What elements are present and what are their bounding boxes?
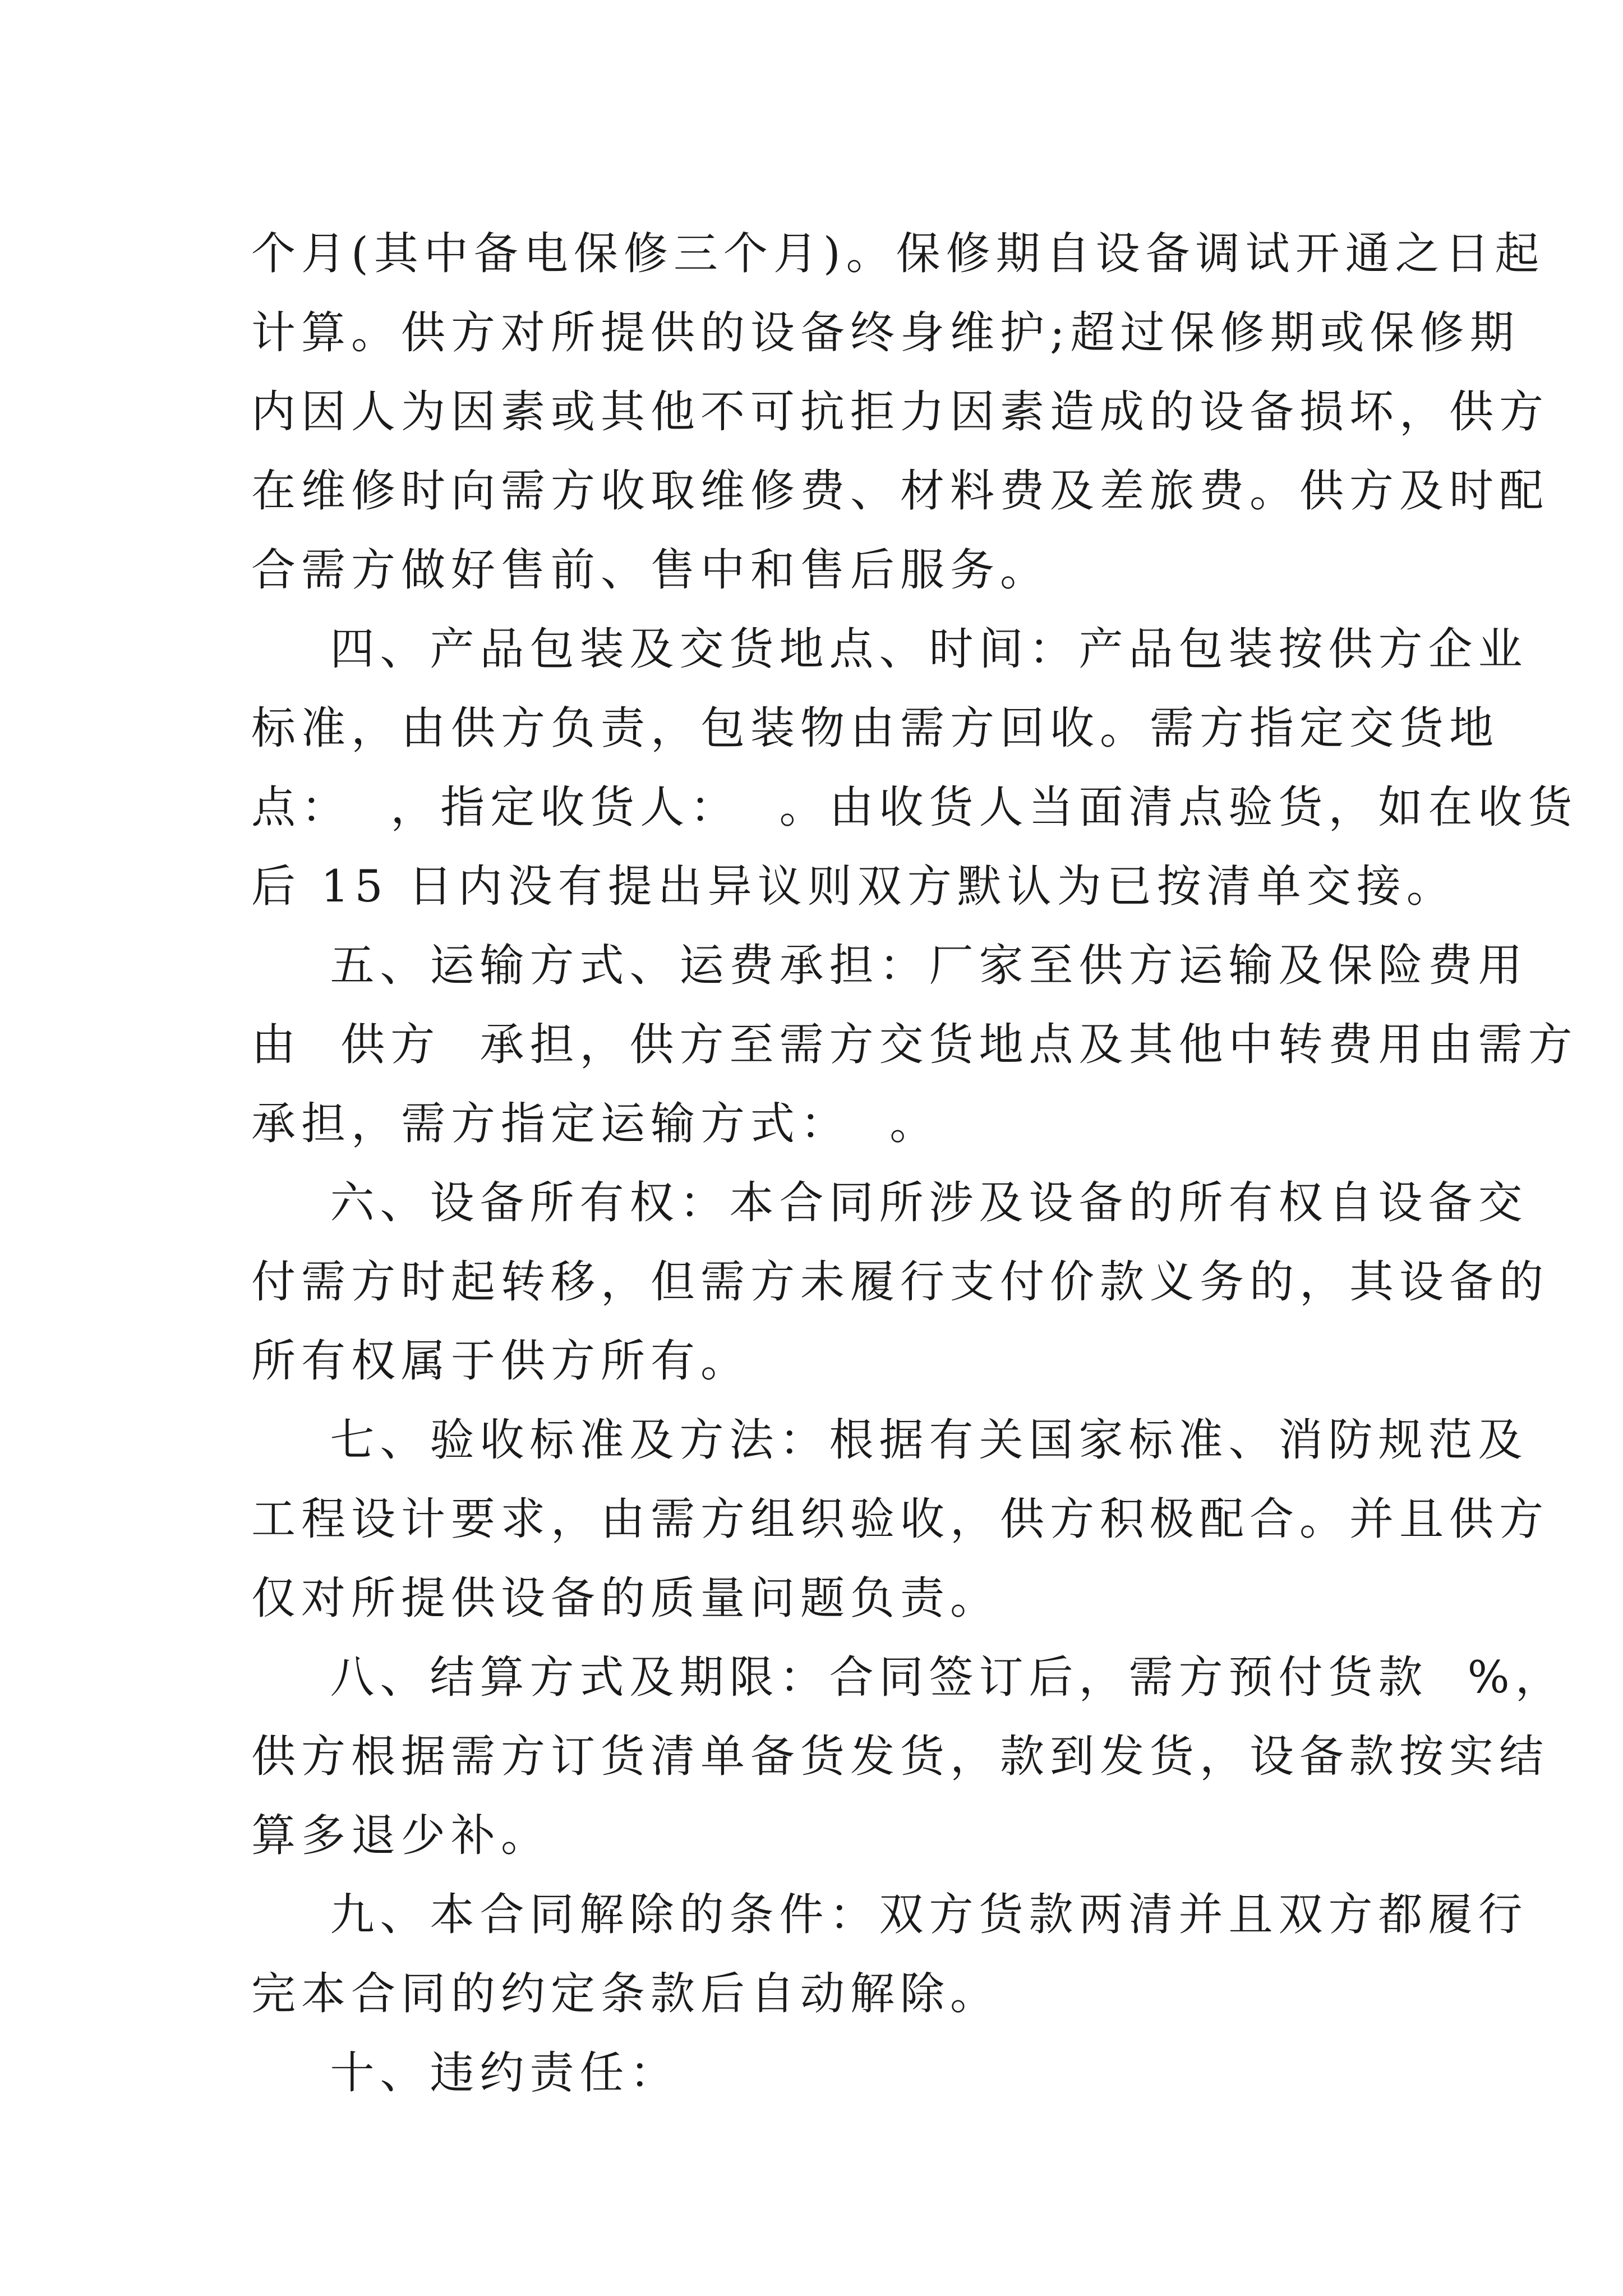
text-line: 算多退少补。: [251, 1810, 551, 1861]
section-6-line: 六、设备所有权：本合同所涉及设备的所有权自设备交: [251, 1177, 1528, 1228]
text-line: 点： ，指定收货人： 。由收货人当面清点验货，如在收货: [251, 781, 1578, 833]
text-line: 计算。供方对所提供的设备终身维护;超过保修期或保修期: [251, 307, 1520, 358]
section-7-line: 七、验收标准及方法：根据有关国家标准、消防规范及: [251, 1414, 1528, 1466]
text-line: 工程设计要求，由需方组织验收，供方积极配合。并且供方: [251, 1493, 1549, 1545]
document-body: [251, 214, 1578, 2113]
text-line: 供方根据需方订货清单备货发货，款到发货，设备款按实结: [251, 1731, 1549, 1782]
section-8-line: 八、结算方式及期限：合同签订后，需方预付货款 %，: [251, 1651, 1565, 1703]
text-line: 内因人为因素或其他不可抗拒力因素造成的设备损坏，供方: [251, 386, 1549, 438]
text-line: 后 15 日内没有提出异议则双方默认为已按清单交接。: [251, 861, 1456, 912]
text-line: 合需方做好售前、售中和售后服务。: [251, 544, 1050, 596]
section-4-line: 四、产品包装及交货地点、时间：产品包装按供方企业: [251, 623, 1528, 675]
text-line: 在维修时向需方收取维修费、材料费及差旅费。供方及时配: [251, 465, 1549, 517]
section-5-line: 五、运输方式、运费承担：厂家至供方运输及保险费用: [251, 940, 1528, 991]
section-9-line: 九、本合同解除的条件：双方货款两清并且双方都履行: [251, 1889, 1528, 1940]
text-line: 由 供方 承担，供方至需方交货地点及其他中转费用由需方: [251, 1019, 1578, 1070]
text-line: 仅对所提供设备的质量问题负责。: [251, 1572, 1000, 1624]
section-10-line: 十、违约责任：: [251, 2047, 680, 2099]
text-line: 承担，需方指定运输方式： 。: [251, 1098, 940, 1149]
text-line: 个月(其中备电保修三个月)。保修期自设备调试开通之日起: [251, 228, 1545, 279]
text-line: 标准，由供方负责，包装物由需方回收。需方指定交货地: [251, 702, 1499, 754]
text-line: 付需方时起转移，但需方未履行支付价款义务的，其设备的: [251, 1256, 1549, 1308]
text-line: 所有权属于供方所有。: [251, 1335, 750, 1387]
text-line: 完本合同的约定条款后自动解除。: [251, 1968, 1000, 2019]
